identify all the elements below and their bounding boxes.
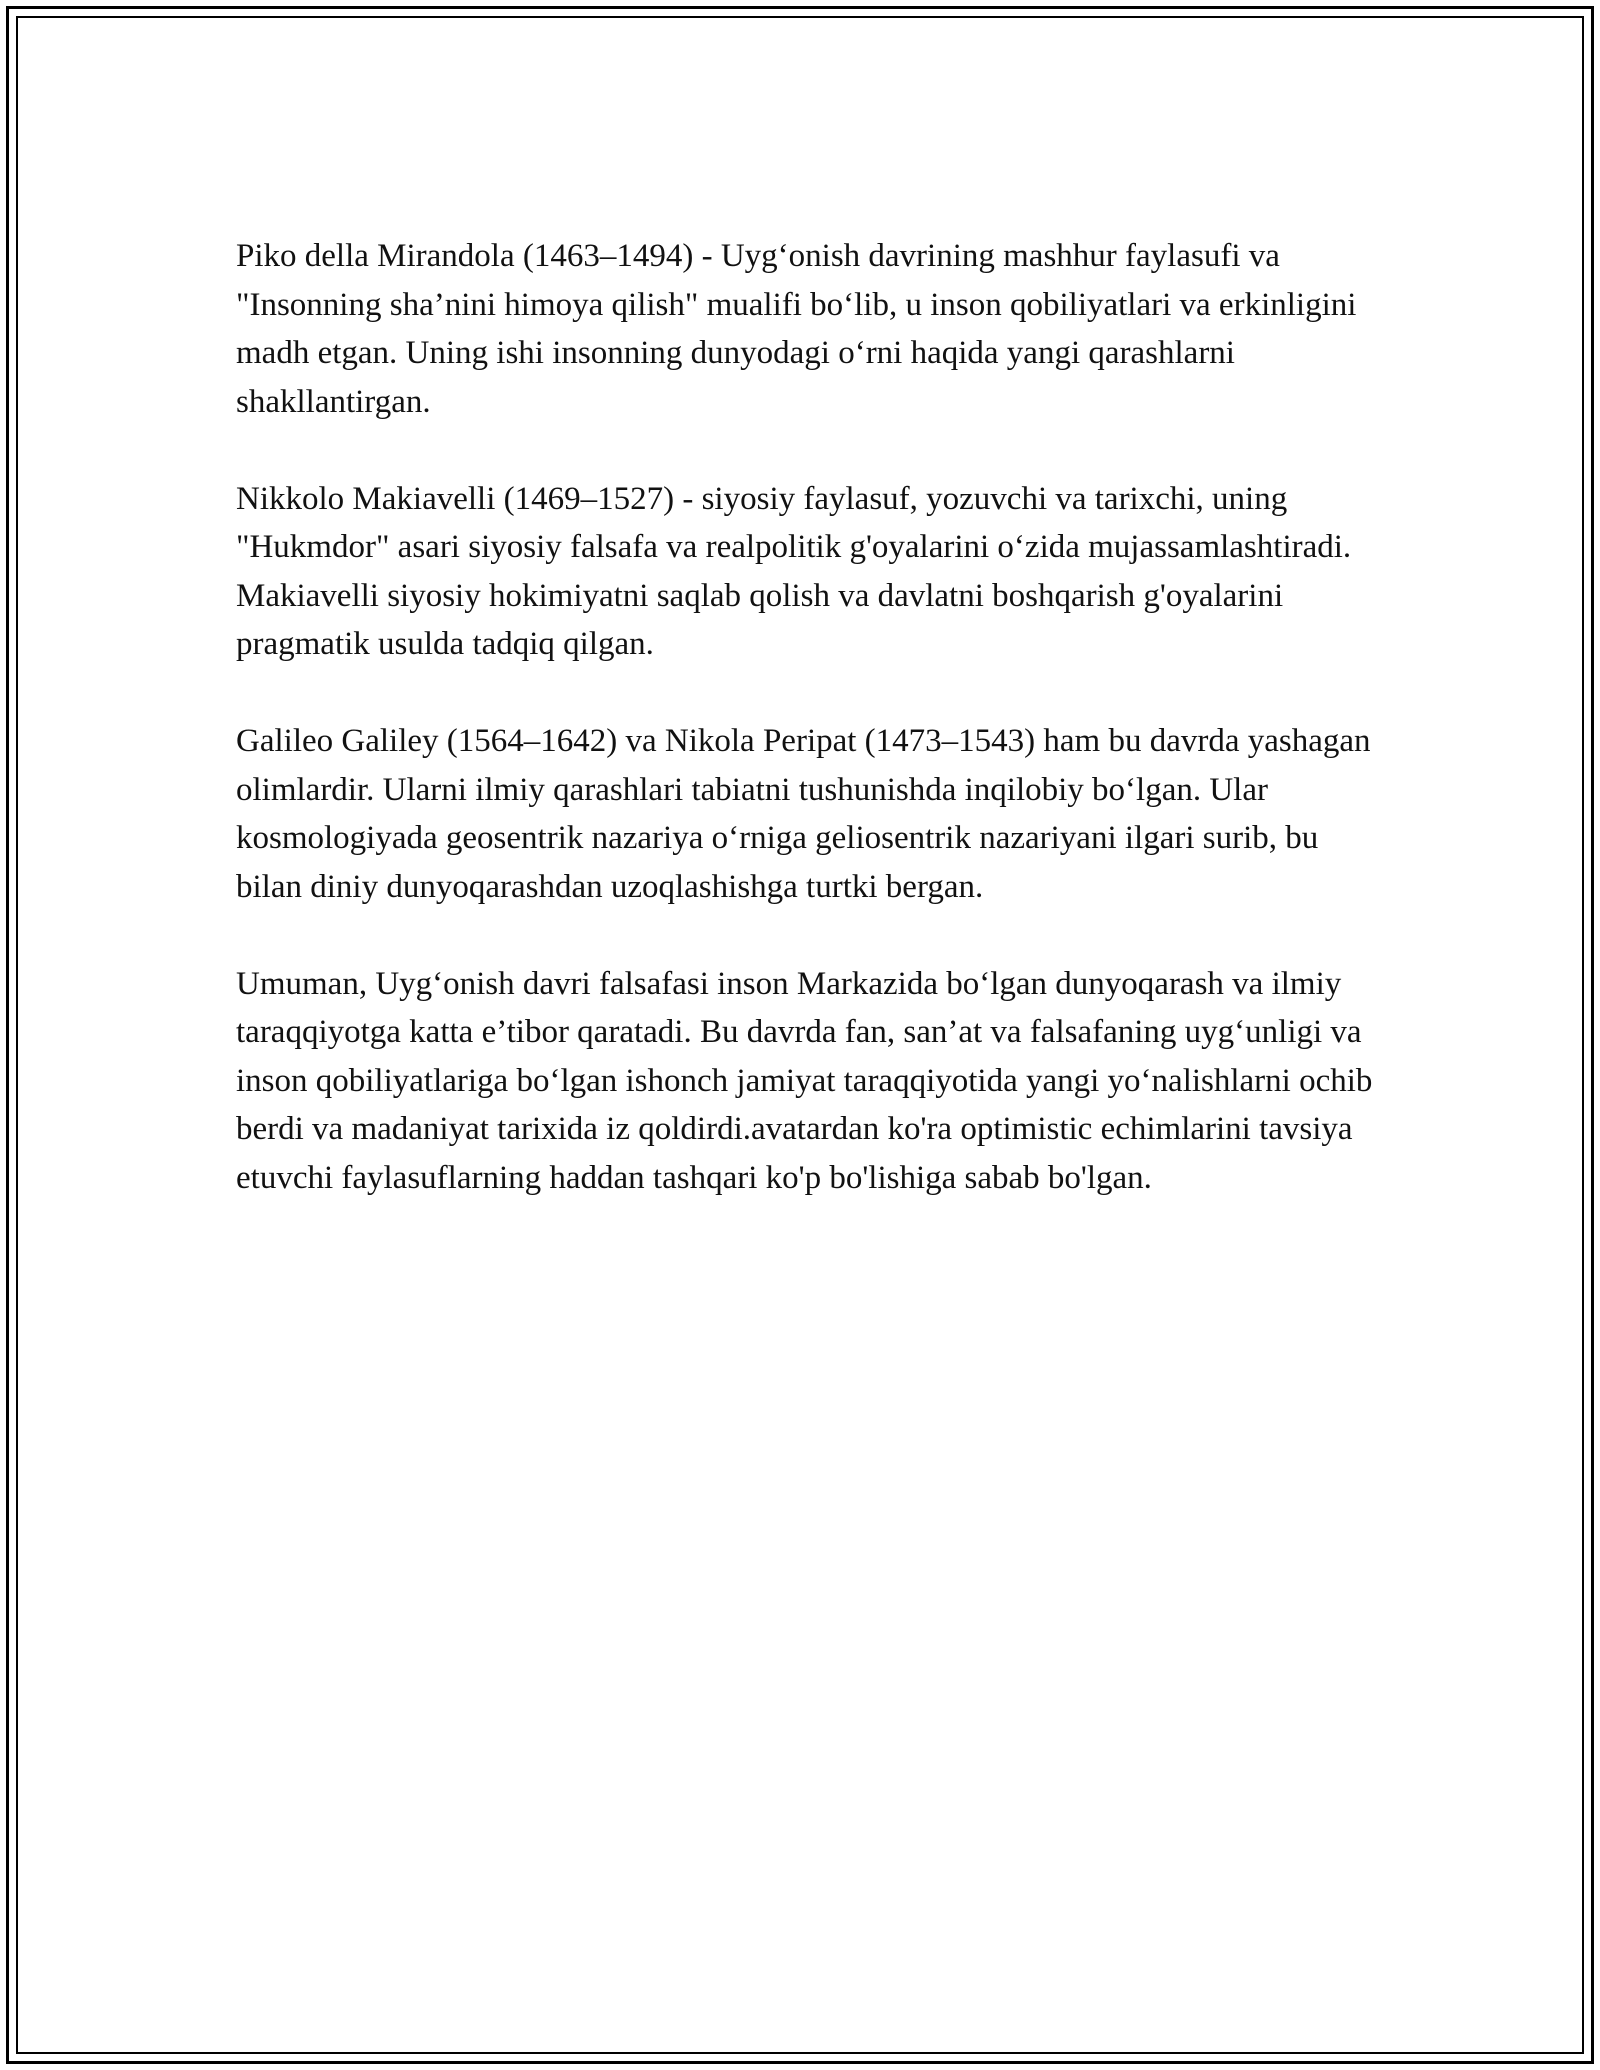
paragraph-conclusion: Umuman, Uyg‘onish davri falsafasi inson Markazida bo‘lgan dunyoqarash va ilmiy taraqqiyotga katta e’tibor qaratadi. Bu davrda fan, san’at va falsafaning uyg‘unligi va inson qobiliyatlariga bo‘lgan ishonch jamiyat taraqqiyotida yangi yo‘nalishlarni ochib berdi va madaniyat tarixida iz qoldirdi.avatardan ko'ra optimistic echimlarini tavsiya etuvchi faylasuflarning haddan tashqari ko'p bo'lishiga sabab bo'lgan. xyxy=(236,965,1373,1196)
paragraph-makiavelli: Nikkolo Makiavelli (1469–1527) - siyosiy faylasuf, yozuvchi va tarixchi, uning "Hukmdor" asari siyosiy falsafa va realpolitik g'oyalarini o‘zida mujassamlashtiradi. Makiavelli siyosiy hokimiyatni saqlab qolish va davlatni boshqarish g'oyalarini pragmatik usulda tadqiq qilgan. xyxy=(236,480,1352,662)
document-body xyxy=(236,232,1386,1251)
paragraph-mirandola: Piko della Mirandola (1463–1494) - Uyg‘onish davrining mashhur faylasufi va "Insonning sha’nini himoya qilish" mualifi bo‘lib, u inson qobiliyatlari va erkinligini madh etgan. Uning ishi insonning dunyodagi o‘rni haqida yangi qarashlarni shakllantirgan. xyxy=(236,238,1357,420)
paragraph-galiley: Galileo Galiley (1564–1642) va Nikola Peripat (1473–1543) ham bu davrda yashagan olimlardir. Ularni ilmiy qarashlari tabiatni tushunishda inqilobiy bo‘lgan. Ular kosmologiyada geosentrik nazariya o‘rniga geliosentrik nazariyani ilgari surib, bu bilan diniy dunyoqarashdan uzoqlashishga turtki bergan. xyxy=(236,723,1371,905)
